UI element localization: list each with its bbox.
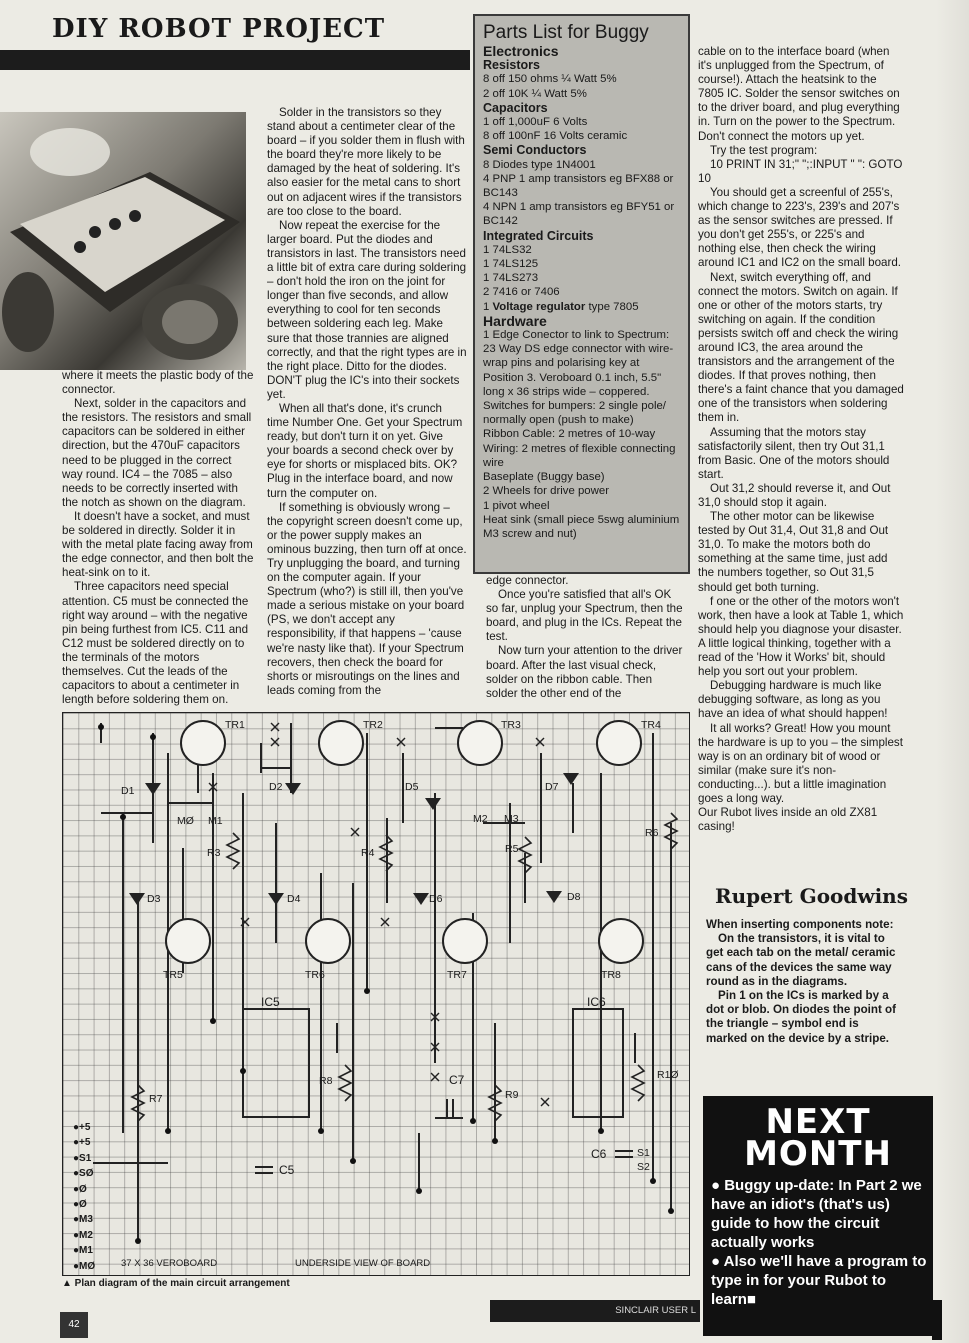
- pin-label: ●Ø: [73, 1183, 87, 1195]
- label-m2: M2: [473, 813, 488, 825]
- parts-list-box: [473, 14, 690, 574]
- col2-paragraph: Solder in the transistors so they stand about a centimeter clear of the board – if you solder them in flush with the board they're more likely to be damaged by the heat of soldering. It's also easier for the metal cans to short out on adjacent wires if the transistors are too close to the board.: [267, 106, 465, 218]
- parts-item: 1 74LS32: [483, 243, 532, 256]
- parts-item: Ribbon Cable: 2 metres of 10-way: [483, 428, 656, 441]
- page-edge: [936, 0, 969, 1343]
- robot-photo: [0, 112, 246, 370]
- label-m1: M1: [208, 815, 223, 827]
- next-month-item: ● Also we'll have a program to type in for your Rubot to learn■: [711, 1253, 927, 1308]
- diagram-caption: ▲ Plan diagram of the main circuit arrangement: [62, 1278, 290, 1289]
- label-d4: D4: [287, 893, 301, 905]
- title-bar: [0, 50, 470, 70]
- label-ic5: IC5: [261, 995, 280, 1009]
- col1-paragraph: Next, solder in the capacitors and the resistors. The resistors and small capacitors can be soldered in either direction, but the 470uF capacitors need to be plugged in the correct way round. IC4 – the 7085 – also needs to be correctly inserted with the notch as shown on the diagram.: [62, 397, 252, 509]
- label-d7: D7: [545, 781, 559, 793]
- vreg-type: type 7805: [585, 300, 639, 313]
- parts-item: Baseplate (Buggy base): [483, 471, 605, 484]
- column-4: [698, 45, 904, 834]
- parts-item: Switches for bumpers: 2 single pole/ normally open (push to make): [483, 400, 666, 427]
- label-r10: R1Ø: [657, 1069, 679, 1081]
- col2-paragraph: When all that's done, it's crunch time Number One. Get your Spectrum ready, but don't turn it on yet. Give your boards a second check over by eye for shorts or misplaced bits. OK? Plug in the interface board, and now turn the computer on.: [267, 401, 463, 500]
- label-tr2: TR2: [363, 719, 383, 731]
- label-r9: R9: [505, 1089, 519, 1101]
- vreg-qty: 1: [483, 300, 493, 313]
- circuit-board-diagram: [62, 712, 690, 1276]
- label-d5: D5: [405, 781, 419, 793]
- parts-item: 8 off 150 ohms ¼ Watt 5%: [483, 73, 617, 86]
- parts-item: 1 74LS125: [483, 258, 539, 271]
- label-s1: S1: [637, 1147, 650, 1159]
- parts-item: 4 PNP 1 amp transistors eg BFX88 or BC143: [483, 172, 674, 200]
- board-size-label: 37 X 36 VEROBOARD: [121, 1258, 218, 1269]
- parts-item: 1 Edge Conector to link to Spectrum: 23 Way DS edge connector with wire-wrap pins and polarising key at Position 3. Veroboard 0.1 inch, 5.5" long x 36 strips wide – coppered.: [483, 329, 674, 398]
- parts-item: Heat sink (small piece 5swg aluminium M3 screw and nut): [483, 513, 680, 540]
- pin-label: ●+5: [73, 1122, 91, 1133]
- note-paragraph: On the transistors, it is vital to get each tab on the metal/ ceramic cans of the devices the same way round as in the diagrams.: [706, 932, 896, 988]
- label-tr5: TR5: [163, 969, 183, 981]
- col4-paragraph: Out 31,2 should reverse it, and Out 31,0 should stop it again.: [698, 481, 891, 509]
- parts-ic-heading: Integrated Circuits: [483, 228, 594, 243]
- page-title: DIY ROBOT PROJECT: [52, 14, 386, 44]
- label-r6: R6: [645, 827, 659, 839]
- parts-item: 2 Wheels for drive power: [483, 485, 609, 498]
- pin-label: ●SØ: [73, 1168, 94, 1180]
- column-1: [62, 369, 255, 707]
- col1-paragraph: It doesn't have a socket, and must be soldered in directly. Solder it in with the metal plate facing away from the edge connector, and then bolt the heat-sink on to it.: [62, 509, 254, 580]
- pin-label: ●MØ: [73, 1260, 96, 1272]
- label-d3: D3: [147, 893, 161, 905]
- note-paragraph: Pin 1 on the ICs is marked by a dot or blob. On diodes the point of the triangle – symbol end is marked on the device by a stripe.: [706, 989, 896, 1045]
- label-tr3: TR3: [501, 719, 521, 731]
- robot-photo-drawing: [0, 112, 246, 370]
- board-view-label: UNDERSIDE VIEW OF BOARD: [295, 1258, 431, 1269]
- parts-item: 8 off 100nF 16 Volts ceramic: [483, 130, 628, 143]
- label-r3: R3: [207, 847, 221, 859]
- col4-paragraph: Debugging hardware is much like debugging software, as long as you have an idea of what should happen!: [698, 679, 888, 721]
- column-2: [267, 106, 467, 698]
- col4-paragraph: Our Rubot lives inside an old ZX81 casing!: [698, 806, 878, 834]
- parts-semiconductors-heading: Semi Conductors: [483, 143, 587, 158]
- label-r4: R4: [361, 847, 375, 859]
- col4-paragraph: The other motor can be likewise tested by Out 31,4, Out 31,8 and Out 31,0. To make the motors both do something at the same time, just add the numbers together, so Out 31,5 should get both turning.: [698, 510, 889, 594]
- col1-paragraph: where it meets the plastic body of the connector.: [62, 369, 254, 397]
- parts-item: Wiring: 2 metres of flexible connecting wire: [483, 442, 676, 469]
- label-d1: D1: [121, 785, 135, 797]
- pin-label: ●M3: [73, 1214, 93, 1226]
- label-tr8: TR8: [601, 969, 621, 981]
- component-note: [706, 918, 901, 1046]
- col3-paragraph: Now turn your attention to the driver board. After the last visual check, solder on the ribbon cable. Then solder the other end of the: [486, 644, 683, 700]
- page-edge-mark: [932, 1300, 942, 1340]
- col3-paragraph: Once you're satisfied that all's OK so far, unplug your Spectrum, then the board, and plug in the ICs. Repeat the test.: [486, 588, 683, 644]
- magazine-footer: SINCLAIR USER L: [490, 1300, 700, 1322]
- parts-list-title: Parts List for Buggy: [483, 22, 649, 43]
- vreg-heading: Voltage regulator: [492, 300, 586, 313]
- label-r5: R5: [505, 843, 519, 855]
- parts-item: 8 Diodes type 1N4001: [483, 158, 596, 171]
- label-c6: C6: [591, 1147, 607, 1161]
- col4-paragraph: It all works? Great! How you mount the hardware is up to you – the simplest way is on an ordinary bit of wood or similar (make sure it's non-conducting...). but a little imagination goes a long way.: [698, 721, 903, 805]
- pin-label: ●S1: [73, 1152, 92, 1164]
- pin-label: ●M1: [73, 1245, 93, 1257]
- pin-label: ●M2: [73, 1229, 93, 1241]
- parts-item: 2 off 10K ¼ Watt 5%: [483, 87, 587, 100]
- col2-paragraph: Now repeat the exercise for the larger board. Put the diodes and transistors in last. The transistors need a little bit of extra care during soldering – don't hold the iron on the joint for longer than five seconds, and allow everything to cool for ten seconds between soldering each leg. Make sure that those trannies are aligned correctly, and that the right types are in the right place. Ditto for the diodes. DON'T plug the IC's into their sockets yet.: [267, 218, 467, 401]
- parts-item: 2 7416 or 7406: [483, 286, 560, 299]
- col3-paragraph: edge connector.: [486, 574, 569, 587]
- label-c5: C5: [279, 1163, 295, 1177]
- column-3: [486, 574, 686, 701]
- parts-item: 1 off 1,000uF 6 Volts: [483, 116, 588, 129]
- parts-item-voltage-regulator: [483, 300, 680, 314]
- col4-paragraph: You should get a screenful of 255's, which change to 223's, 239's and 207's as the sensor switches are pressed. If you don't get 255's, or 225's and nothing else, then check the wiring around IC1 and IC2 on the small board.: [698, 185, 902, 270]
- author-byline: Rupert Goodwins: [715, 884, 908, 908]
- col4-paragraph: Next, switch everything off, and connect the motors. Switch on again. If one or other of the motors starts, try switching on again. If the condition persists switch off and check the wiring around IC3, the area around the transistors and the arrangement of the diodes. If that proves nothing, then there's a faint chance that you damaged one of the transistors when soldering them in.: [698, 270, 904, 425]
- label-d8: D8: [567, 891, 581, 903]
- label-d2: D2: [269, 781, 283, 793]
- label-c7: C7: [449, 1073, 465, 1087]
- label-d6: D6: [429, 893, 443, 905]
- parts-item: 4 NPN 1 amp transistors eg BFY51 or BC142: [483, 201, 675, 228]
- col4-paragraph: Try the test program:: [710, 143, 818, 157]
- label-r8: R8: [319, 1075, 333, 1087]
- next-month-heading: NEXT: [765, 1102, 871, 1142]
- label-s2: S2: [637, 1161, 650, 1173]
- parts-resistors-heading: Resistors: [483, 58, 540, 73]
- next-month-item: ● Buggy up-date: In Part 2 we have an idiot's (that's us) guide to how the circuit actually works: [711, 1177, 922, 1251]
- parts-item: 1 pivot wheel: [483, 499, 550, 512]
- label-ic6: IC6: [587, 995, 606, 1009]
- parts-capacitors-heading: Capacitors: [483, 100, 548, 115]
- pin-label: ●+5: [73, 1137, 91, 1149]
- label-r7: R7: [149, 1093, 163, 1105]
- note-heading: When inserting components note:: [706, 918, 894, 931]
- label-m3: M3: [504, 813, 519, 825]
- label-tr4: TR4: [641, 719, 661, 731]
- next-month-text: [703, 1170, 933, 1309]
- pin-label: ●Ø: [73, 1199, 87, 1211]
- col2-paragraph: If something is obviously wrong – the copyright screen doesn't come up, or the power supply makes an ominous buzzing, then turn off at once. Try unplugging the board, and turning on the computer again. If your Spectrum (who?) is still ill, then you've made a serious mistake on your board (PS, we don't accept any responsibility, if that happens – 'cause we're nasty like that). If your Spectrum recovers, then check the board for shorts or misroutings on the lines and leads coming from the: [267, 500, 467, 697]
- circuit-traces: [63, 713, 689, 1275]
- label-tr1: TR1: [225, 719, 245, 731]
- next-month-heading-2: MONTH: [744, 1134, 892, 1174]
- parts-item: 1 74LS273: [483, 272, 539, 285]
- edge-connector-pins: [73, 1120, 95, 1274]
- col4-paragraph: f one or the other of the motors won't work, then have a look at Table 1, which should help you diagnose your disaster. A little logical thinking, together with a read of the 'How it Works' bit, should help you sort out your problem.: [698, 594, 904, 679]
- col1-paragraph: Three capacitors need special attention. C5 must be connected the right way around – with the negative pin being furthest from IC5. C11 and C12 must be soldered directly on to the terminals of the motors themselves. Cut the leads of the capacitors to about a centimeter in length before soldering them on.: [62, 580, 249, 707]
- label-tr7: TR7: [447, 969, 467, 981]
- parts-hardware-heading: Hardware: [483, 312, 547, 329]
- col4-paragraph: Assuming that the motors stay satisfactorily silent, then try Out 31,1 from Basic. One of the motors should start.: [698, 425, 890, 481]
- next-month-box: [703, 1096, 933, 1336]
- col4-code: 10 PRINT IN 31;" ";:INPUT " ": GOTO 10: [698, 157, 903, 185]
- label-tr6: TR6: [305, 969, 325, 981]
- col4-paragraph: cable on to the interface board (when it's unplugged from the Spectrum, of course!). Attach the heatsink to the 7805 IC. Solder the sensor switches on to the driver board, and plug everything in. Turn on the power to the Spectrum. Don't connect the motors up yet.: [698, 45, 900, 143]
- page-number: 42: [60, 1312, 88, 1338]
- label-m0: MØ: [177, 815, 194, 827]
- parts-electronics-heading: Electronics: [483, 43, 559, 59]
